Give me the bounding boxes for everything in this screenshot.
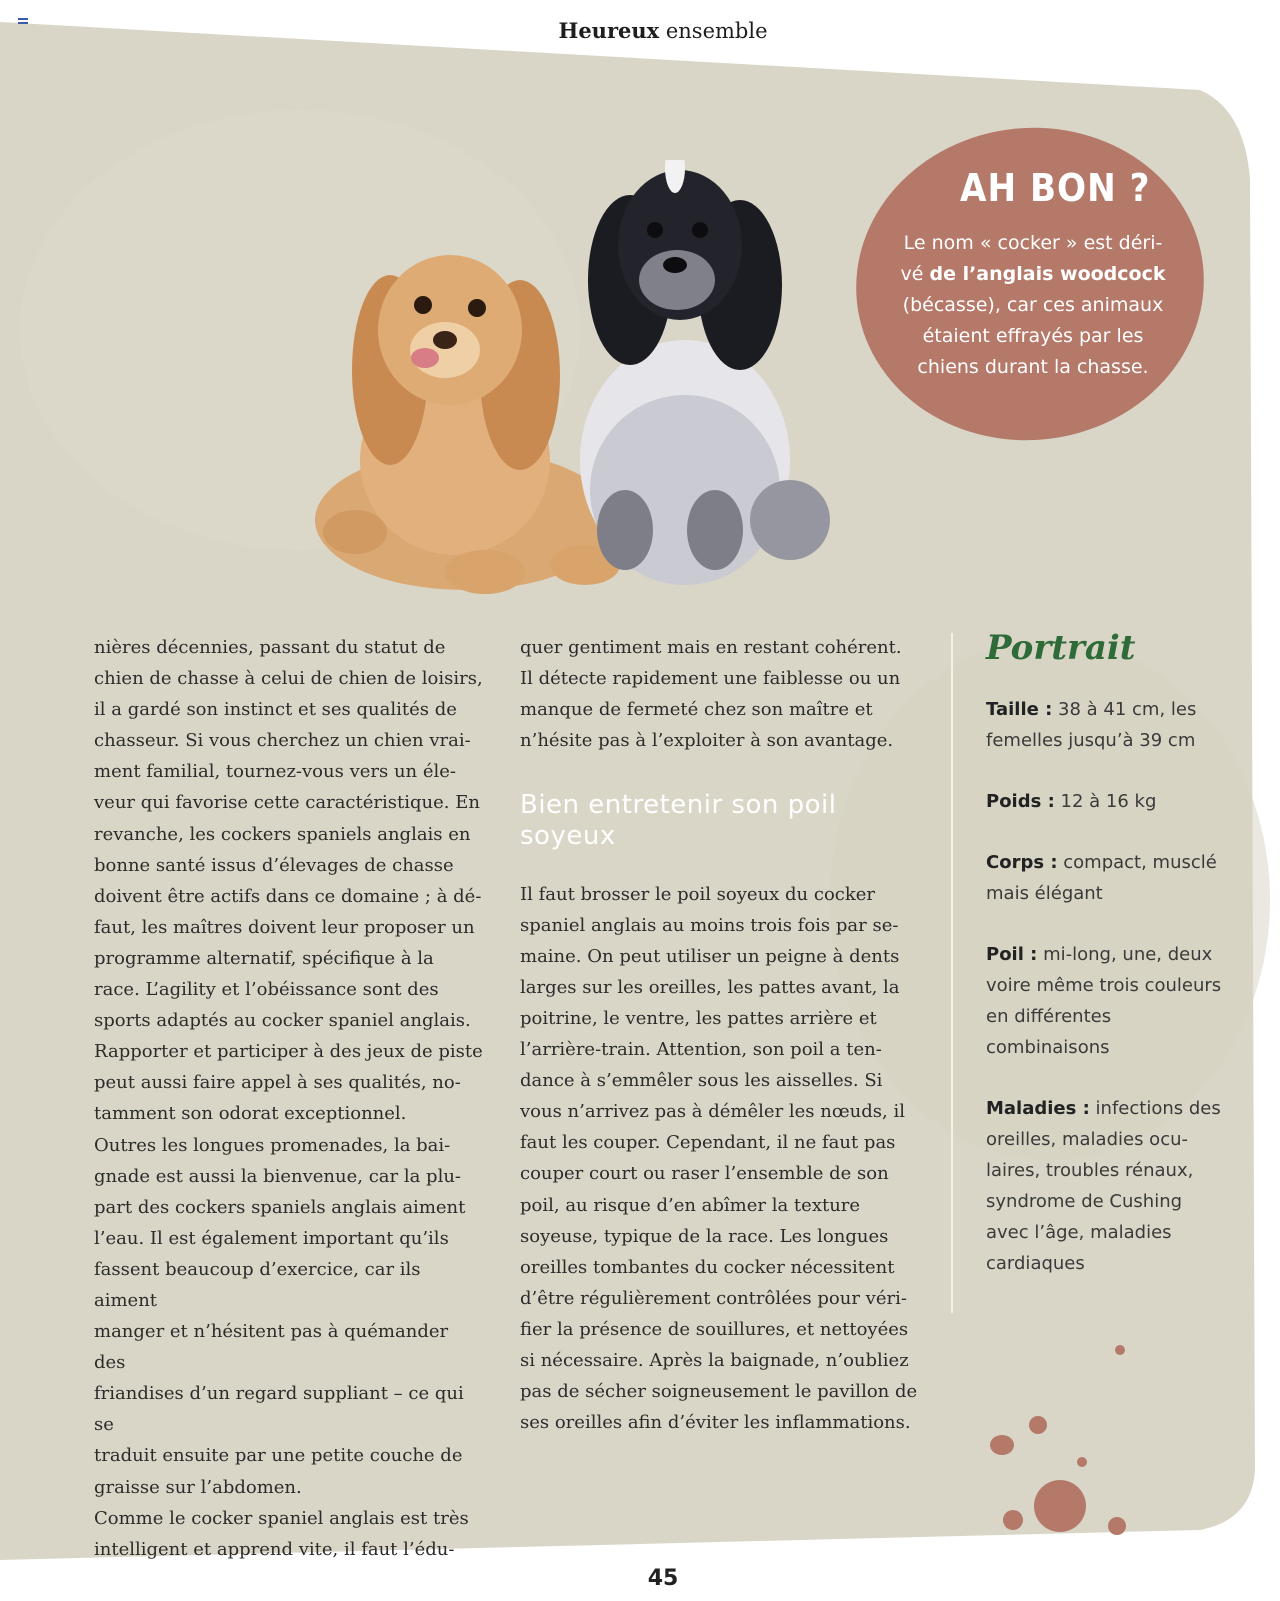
text-line: chien de chasse à celui de chien de loisirs, — [94, 668, 483, 690]
fact-label: Poids : — [986, 791, 1055, 812]
text-line: n’hésite pas à l’exploiter à son avantage. — [520, 730, 894, 752]
golden-puppy — [315, 255, 620, 594]
fact-corps — [986, 847, 1226, 909]
text-line: part des cockers spaniels anglais aiment — [94, 1196, 466, 1218]
text-line: chasseur. Si vous cherchez un chien vrai- — [94, 730, 471, 752]
text-line: soyeuse, typique de la race. Les longues — [520, 1225, 889, 1247]
text-line: nières décennies, passant du statut de — [94, 637, 446, 658]
text-line: ses oreilles afin d’éviter les inflammations. — [520, 1412, 911, 1434]
fact-label: Poil : — [986, 944, 1038, 965]
ah-bon-line: étaient effrayés par les — [922, 325, 1144, 347]
text-line: maine. On peut utiliser un peigne à dents — [520, 945, 900, 967]
text-line: faut les couper. Cependant, il ne faut pas — [520, 1132, 896, 1154]
ah-bon-plain: vé — [900, 263, 930, 285]
text-line: fier la présence de souillures, et nettoyées — [520, 1318, 909, 1340]
blue-roan-puppy — [580, 160, 830, 585]
ah-bon-text — [888, 228, 1178, 383]
text-line: bonne santé issus d’élevages de chasse — [94, 854, 454, 876]
text-line: programme alternatif, spécifique à la — [94, 947, 434, 969]
portrait-title: Portrait — [986, 628, 1136, 668]
fact-value: infections des oreilles, maladies ocu-laires, troubles rénaux, syndrome de Cushing avec l’âge, maladies cardiaques — [986, 1098, 1221, 1274]
article-column-2 — [520, 632, 920, 1438]
fact-value: mi-long, une, deux voire même trois couleurs en différentes combinaisons — [986, 944, 1222, 1058]
decorative-dots — [980, 1340, 1160, 1540]
text-line: d’être régulièrement contrôlées pour véri- — [520, 1287, 907, 1309]
article-column-1 — [94, 632, 484, 1565]
fact-value: 38 à 41 cm, les femelles jusqu’à 39 cm — [986, 699, 1197, 751]
text-line: veur qui favorise cette caractéristique. En — [94, 792, 480, 814]
text-line: gnade est aussi la bienvenue, car la plu- — [94, 1165, 462, 1187]
text-line: faut, les maîtres doivent leur proposer un — [94, 916, 475, 938]
fact-poil — [986, 939, 1226, 1063]
text-line: l’arrière-train. Attention, son poil a ten- — [520, 1039, 882, 1061]
fact-label: Corps : — [986, 852, 1058, 873]
portrait-facts — [986, 694, 1226, 1309]
header-bold: Heureux — [558, 18, 660, 43]
text-line: larges sur les oreilles, les pattes avant, la — [520, 976, 900, 998]
text-line: si nécessaire. Après la baignade, n’oubliez — [520, 1349, 909, 1371]
column-divider — [951, 633, 953, 1313]
text-line: dance à s’emmêler sous les aisselles. Si — [520, 1070, 883, 1092]
ah-bon-title: AH BON ? — [960, 166, 1151, 210]
text-line: Outres les longues promenades, la bai- — [94, 1134, 451, 1156]
dogs-photo — [295, 160, 875, 610]
text-line: graisse sur l’abdomen. — [94, 1476, 302, 1498]
text-line: oreilles tombantes du cocker nécessitent — [520, 1256, 895, 1278]
text-line: peut aussi faire appel à ses qualités, no- — [94, 1072, 461, 1094]
text-line: ment familial, tournez-vous vers un éle- — [94, 761, 457, 783]
text-line: manque de fermeté chez son maître et — [520, 699, 873, 721]
ah-bon-line: chiens durant la chasse. — [917, 356, 1149, 378]
text-line: vous n’arrivez pas à démêler les nœuds, il — [520, 1101, 905, 1123]
text-line: Il détecte rapidement une faiblesse ou un — [520, 668, 901, 690]
text-line: intelligent et apprend vite, il faut l’édu- — [94, 1538, 455, 1560]
text-line: fassent beaucoup d’exercice, car ils aiment — [94, 1258, 421, 1311]
text-line: couper court ou raser l’ensemble de son — [520, 1163, 889, 1185]
text-line: poitrine, le ventre, les pattes arrière et — [520, 1007, 877, 1029]
text-line: Il faut brosser le poil soyeux du cocker — [520, 883, 876, 905]
fact-poids — [986, 786, 1226, 817]
fact-label: Taille : — [986, 699, 1053, 720]
ah-bon-line — [888, 259, 1178, 290]
text-line: poil, au risque d’en abîmer la texture — [520, 1194, 861, 1216]
text-line: manger et n’hésitent pas à quémander des — [94, 1321, 449, 1374]
text-line: race. L’agility et l’obéissance sont des — [94, 979, 439, 1001]
text-line: Comme le cocker spaniel anglais est très — [94, 1507, 469, 1529]
ah-bon-line: (bécasse), car ces animaux — [902, 294, 1164, 316]
fact-value: 12 à 16 kg — [1054, 791, 1157, 812]
text-line: traduit ensuite par une petite couche de — [94, 1445, 463, 1467]
fact-taille — [986, 694, 1226, 756]
text-line: spaniel anglais au moins trois fois par se- — [520, 914, 899, 936]
header-rest: ensemble — [659, 19, 768, 43]
running-header — [0, 18, 1280, 43]
text-line: friandises d’un regard suppliant – ce qui se — [94, 1383, 464, 1436]
text-line: il a gardé son instinct et ses qualités de — [94, 699, 457, 721]
text-line: sports adaptés au cocker spaniel anglais. — [94, 1010, 471, 1032]
fact-value: compact, musclé mais élégant — [986, 852, 1217, 904]
text-line: pas de sécher soigneusement le pavillon de — [520, 1381, 918, 1403]
section-heading: Bien entretenir son poil soyeux — [520, 790, 837, 852]
page-number: 45 — [647, 1566, 679, 1591]
fact-label: Maladies : — [986, 1098, 1090, 1119]
text-line: quer gentiment mais en restant cohérent. — [520, 637, 902, 658]
text-line: Rapporter et participer à des jeux de piste — [94, 1041, 483, 1063]
fact-maladies — [986, 1093, 1226, 1279]
ah-bon-line: Le nom « cocker » est déri- — [903, 232, 1163, 254]
text-line: doivent être actifs dans ce domaine ; à dé- — [94, 885, 482, 907]
text-line: revanche, les cockers spaniels anglais en — [94, 823, 471, 845]
text-line: l’eau. Il est également important qu’ils — [94, 1227, 449, 1249]
ah-bon-bold: de l’anglais woodcock — [929, 263, 1166, 285]
text-line: tamment son odorat exceptionnel. — [94, 1103, 407, 1125]
